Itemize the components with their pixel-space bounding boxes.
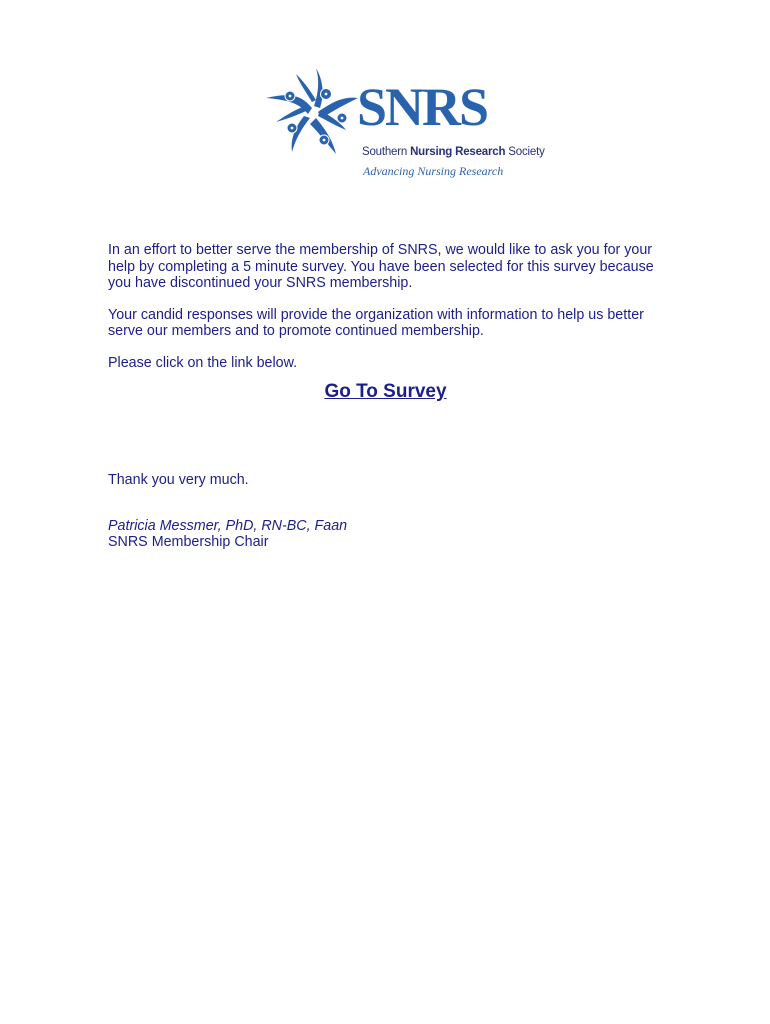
signer-name: Patricia Messmer, PhD, RN-BC, Faan	[108, 518, 348, 534]
logo-society-part-3: Society	[505, 146, 545, 158]
logo-society-part-2: Nursing Research	[410, 146, 506, 158]
email-body	[108, 242, 678, 550]
responses-paragraph: Your candid responses will provide the organization with information to help us better serve our members and to promote continued membership.	[108, 306, 644, 339]
signer-title: SNRS Membership Chair	[108, 534, 269, 550]
logo-wordmark: SNRS	[357, 77, 488, 137]
intro-paragraph: In an effort to better serve the membership of SNRS, we would like to ask you for your help by completing a 5 minute survey. You have been selected for this survey because you have discontinued your SNRS membership.	[108, 242, 654, 291]
logo-society-part-1: Southern	[362, 146, 411, 158]
thank-you-text: Thank you very much.	[108, 472, 249, 488]
snrs-people-figure-icon	[262, 66, 362, 156]
logo-society-name	[362, 146, 545, 158]
click-instruction: Please click on the link below.	[108, 354, 298, 371]
logo-tagline: Advancing Nursing Research	[363, 164, 504, 178]
go-to-survey-link[interactable]: Go To Survey	[324, 381, 447, 402]
snrs-logo	[262, 66, 545, 184]
survey-link-container	[108, 381, 663, 402]
